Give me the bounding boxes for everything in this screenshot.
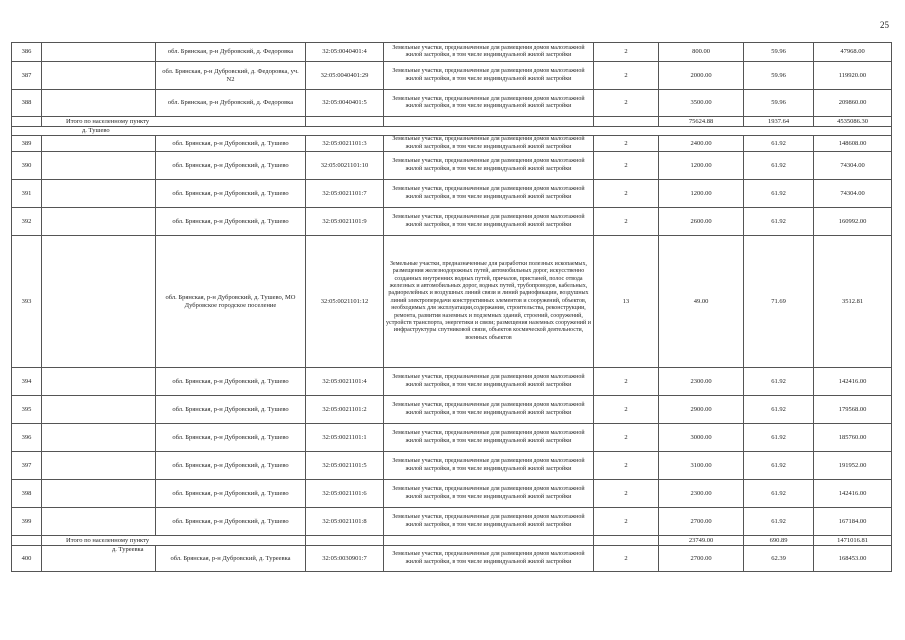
table-row	[12, 180, 892, 208]
cadastral-number-cell: 32:05:0021101:1	[306, 424, 384, 452]
row-number: 391	[12, 180, 42, 208]
land-use-cell: Земельные участки, предназначенные для разработки полезных ископаемых, размещения железнодорожных путей, автомобильных дорог, искусственно созданных внутренних водных путей, причалов, пристаней, полос отвода железных и автомобильных дорог, водных путей, трубопроводов, кабельных, радиорелейных и воздушных линий связи и линий радиофикации, воздушных линий электропередачи конструктивных элементов и сооружений, объектов, необходимых для эксплуатации,содержания, строительства, реконструкции, ремонта, развития наземных и подземных зданий, строений, сооружений, устройств транспорта, энергетики и связи; размещения наземных сооружений и инфраструктуры спутниковой связи, объектов космической деятельности, военных объектов	[384, 236, 594, 368]
subtotal-row	[12, 117, 892, 127]
cadastral-number-cell: 32:05:0040401:4	[306, 43, 384, 62]
cadastral-number-cell: 32:05:0021101:2	[306, 396, 384, 424]
area-cell: 800.00	[659, 43, 744, 62]
subtotal-empty	[594, 117, 659, 127]
table-row	[12, 152, 892, 180]
subtotal-empty	[384, 117, 594, 127]
address-cell: обл. Брянская, р-н Дубровский, д. Тушево	[156, 452, 306, 480]
subtotal-spacer	[12, 117, 42, 127]
area-cell: 2900.00	[659, 396, 744, 424]
subtotal-area: 23749.00	[659, 536, 744, 546]
rate-cell: 61.92	[744, 368, 814, 396]
area-cell: 2700.00	[659, 546, 744, 572]
locality-cell	[42, 480, 156, 508]
rate-cell: 61.92	[744, 152, 814, 180]
category-code-cell: 13	[594, 236, 659, 368]
cadastral-value-cell: 142416.00	[814, 480, 892, 508]
locality-cell	[42, 424, 156, 452]
page-number: 25	[880, 20, 889, 30]
rate-cell: 61.92	[744, 480, 814, 508]
table-row	[12, 368, 892, 396]
land-use-cell: Земельные участки, предназначенные для размещения домов малоэтажной жилой застройки, в том числе индивидуальной жилой застройки	[384, 208, 594, 236]
area-cell: 2000.00	[659, 62, 744, 90]
subtotal-empty	[306, 536, 384, 546]
area-cell: 2300.00	[659, 480, 744, 508]
area-cell: 1200.00	[659, 152, 744, 180]
subtotal-rate: 690.89	[744, 536, 814, 546]
category-code-cell: 2	[594, 136, 659, 152]
land-use-cell: Земельные участки, предназначенные для размещения домов малоэтажной жилой застройки, в том числе индивидуальной жилой застройки	[384, 180, 594, 208]
address-cell: обл. Брянская, р-н Дубровский, д. Тушево	[156, 480, 306, 508]
locality-cell	[42, 508, 156, 536]
cadastral-number-cell: 32:05:0021101:6	[306, 480, 384, 508]
cadastral-value-cell: 179568.00	[814, 396, 892, 424]
address-cell: обл. Брянская, р-н Дубровский, д. Тушево	[156, 508, 306, 536]
subtotal-value: 4535086.30	[814, 117, 892, 127]
cadastral-number-cell: 32:05:0040401:5	[306, 90, 384, 117]
locality-cell	[42, 152, 156, 180]
locality-cell	[42, 43, 156, 62]
cadastral-value-cell: 74304.00	[814, 152, 892, 180]
cadastral-value-cell: 74304.00	[814, 180, 892, 208]
table-row	[12, 90, 892, 117]
address-cell: обл. Брянская, р-н Дубровский, д. Тушево	[156, 152, 306, 180]
row-number: 393	[12, 236, 42, 368]
category-code-cell: 2	[594, 368, 659, 396]
area-cell: 49.00	[659, 236, 744, 368]
subtotal-area: 75624.88	[659, 117, 744, 127]
cadastral-value-cell: 160992.00	[814, 208, 892, 236]
table-row	[12, 136, 892, 152]
row-number: 388	[12, 90, 42, 117]
subtotal-label: Итого по населенному пункту	[42, 117, 306, 127]
locality-cell	[42, 62, 156, 90]
address-cell: обл. Брянская, р-н Дубровский, д. Тушево	[156, 424, 306, 452]
table-row	[12, 480, 892, 508]
address-cell: обл. Брянская, р-н Дубровский, д. Федоровка, уч. N2	[156, 62, 306, 90]
table-row	[12, 452, 892, 480]
land-use-cell: Земельные участки, предназначенные для размещения домов малоэтажной жилой застройки, в том числе индивидуальной жилой застройки	[384, 90, 594, 117]
table-row	[12, 236, 892, 368]
land-use-cell: Земельные участки, предназначенные для размещения домов малоэтажной жилой застройки, в том числе индивидуальной жилой застройки	[384, 43, 594, 62]
locality-header-row	[12, 127, 892, 136]
row-number: 387	[12, 62, 42, 90]
rate-cell: 59.96	[744, 62, 814, 90]
subtotal-empty	[306, 117, 384, 127]
category-code-cell: 2	[594, 508, 659, 536]
subtotal-empty	[594, 536, 659, 546]
cadastral-number-cell: 32:05:0021101:8	[306, 508, 384, 536]
address-cell: обл. Брянская, р-н Дубровский, д. Тушево	[156, 396, 306, 424]
area-cell: 3000.00	[659, 424, 744, 452]
cadastral-number-cell: 32:05:0021101:7	[306, 180, 384, 208]
cadastral-number-cell: 32:05:0021101:3	[306, 136, 384, 152]
area-cell: 3500.00	[659, 90, 744, 117]
locality-cell	[42, 396, 156, 424]
cadastral-number-cell: 32:05:0021101:9	[306, 208, 384, 236]
rate-cell: 62.39	[744, 546, 814, 572]
subtotal-label: Итого по населенному пункту	[42, 536, 306, 546]
row-number: 400	[12, 546, 42, 572]
table-row	[12, 62, 892, 90]
table-row	[12, 546, 892, 572]
category-code-cell: 2	[594, 152, 659, 180]
subtotal-spacer	[12, 536, 42, 546]
locality-label: д. Тушево	[12, 127, 892, 136]
rate-cell: 61.92	[744, 180, 814, 208]
row-number: 399	[12, 508, 42, 536]
cadastral-value-cell: 148608.00	[814, 136, 892, 152]
cadastral-value-cell: 3512.81	[814, 236, 892, 368]
area-cell: 3100.00	[659, 452, 744, 480]
rate-cell: 61.92	[744, 136, 814, 152]
address-cell: обл. Брянская, р-н Дубровский, д. Федоровка	[156, 90, 306, 117]
category-code-cell: 2	[594, 396, 659, 424]
area-cell: 2700.00	[659, 508, 744, 536]
address-cell: обл. Брянская, р-н Дубровский, д. Тушево	[156, 180, 306, 208]
cadastral-value-cell: 119920.00	[814, 62, 892, 90]
land-use-cell: Земельные участки, предназначенные для размещения домов малоэтажной жилой застройки, в том числе индивидуальной жилой застройки	[384, 452, 594, 480]
locality-cell: д. Туреевка	[42, 546, 156, 572]
locality-cell	[42, 208, 156, 236]
land-use-cell: Земельные участки, предназначенные для размещения домов малоэтажной жилой застройки, в том числе индивидуальной жилой застройки	[384, 480, 594, 508]
rate-cell: 61.92	[744, 508, 814, 536]
subtotal-row	[12, 536, 892, 546]
row-number: 395	[12, 396, 42, 424]
land-use-cell: Земельные участки, предназначенные для размещения домов малоэтажной жилой застройки, в том числе индивидуальной жилой застройки	[384, 508, 594, 536]
table-row	[12, 396, 892, 424]
area-cell: 2600.00	[659, 208, 744, 236]
cadastral-value-cell: 168453.00	[814, 546, 892, 572]
land-use-cell: Земельные участки, предназначенные для размещения домов малоэтажной жилой застройки, в том числе индивидуальной жилой застройки	[384, 136, 594, 152]
cadastral-value-cell: 191952.00	[814, 452, 892, 480]
category-code-cell: 2	[594, 43, 659, 62]
land-use-cell: Земельные участки, предназначенные для размещения домов малоэтажной жилой застройки, в том числе индивидуальной жилой застройки	[384, 62, 594, 90]
land-use-cell: Земельные участки, предназначенные для размещения домов малоэтажной жилой застройки, в том числе индивидуальной жилой застройки	[384, 152, 594, 180]
subtotal-value: 1471016.81	[814, 536, 892, 546]
row-number: 390	[12, 152, 42, 180]
locality-cell	[42, 136, 156, 152]
cadastral-value-cell: 142416.00	[814, 368, 892, 396]
category-code-cell: 2	[594, 546, 659, 572]
cadastral-number-cell: 32:05:0021101:12	[306, 236, 384, 368]
cadastral-value-cell: 47968.00	[814, 43, 892, 62]
land-use-cell: Земельные участки, предназначенные для размещения домов малоэтажной жилой застройки, в том числе индивидуальной жилой застройки	[384, 368, 594, 396]
locality-cell	[42, 368, 156, 396]
rate-cell: 61.92	[744, 424, 814, 452]
table-row	[12, 424, 892, 452]
rate-cell: 71.69	[744, 236, 814, 368]
locality-cell	[42, 236, 156, 368]
address-cell: обл. Брянская, р-н Дубровский, д. Тушево, МО Дубровское городское поселение	[156, 236, 306, 368]
cadastral-value-cell: 167184.00	[814, 508, 892, 536]
category-code-cell: 2	[594, 480, 659, 508]
land-use-cell: Земельные участки, предназначенные для размещения домов малоэтажной жилой застройки, в том числе индивидуальной жилой застройки	[384, 424, 594, 452]
rate-cell: 59.96	[744, 43, 814, 62]
category-code-cell: 2	[594, 90, 659, 117]
category-code-cell: 2	[594, 208, 659, 236]
category-code-cell: 2	[594, 452, 659, 480]
cadastral-number-cell: 32:05:0021101:10	[306, 152, 384, 180]
area-cell: 1200.00	[659, 180, 744, 208]
address-cell: обл. Брянская, р-н Дубровский, д. Тушево	[156, 136, 306, 152]
address-cell: обл. Брянская, р-н Дубровский, д. Тушево	[156, 208, 306, 236]
row-number: 394	[12, 368, 42, 396]
cadastral-number-cell: 32:05:0021101:5	[306, 452, 384, 480]
rate-cell: 61.92	[744, 452, 814, 480]
cadastral-number-cell: 32:05:0021101:4	[306, 368, 384, 396]
cadastral-value-table	[11, 42, 892, 572]
land-use-cell: Земельные участки, предназначенные для размещения домов малоэтажной жилой застройки, в том числе индивидуальной жилой застройки	[384, 546, 594, 572]
area-cell: 2300.00	[659, 368, 744, 396]
rate-cell: 61.92	[744, 208, 814, 236]
area-cell: 2400.00	[659, 136, 744, 152]
cadastral-value-cell: 185760.00	[814, 424, 892, 452]
table-row	[12, 208, 892, 236]
cadastral-number-cell: 32:05:0040401:29	[306, 62, 384, 90]
row-number: 389	[12, 136, 42, 152]
locality-cell	[42, 452, 156, 480]
locality-cell	[42, 90, 156, 117]
address-cell: обл. Брянская, р-н Дубровский, д. Туреевка	[156, 546, 306, 572]
category-code-cell: 2	[594, 180, 659, 208]
table-row	[12, 43, 892, 62]
row-number: 392	[12, 208, 42, 236]
category-code-cell: 2	[594, 424, 659, 452]
address-cell: обл. Брянская, р-н Дубровский, д. Тушево	[156, 368, 306, 396]
rate-cell: 59.96	[744, 90, 814, 117]
table-row	[12, 508, 892, 536]
locality-cell	[42, 180, 156, 208]
row-number: 396	[12, 424, 42, 452]
land-use-cell: Земельные участки, предназначенные для размещения домов малоэтажной жилой застройки, в том числе индивидуальной жилой застройки	[384, 396, 594, 424]
rate-cell: 61.92	[744, 396, 814, 424]
category-code-cell: 2	[594, 62, 659, 90]
subtotal-rate: 1937.64	[744, 117, 814, 127]
row-number: 397	[12, 452, 42, 480]
row-number: 398	[12, 480, 42, 508]
address-cell: обл. Брянская, р-н Дубровский, д. Федоровка	[156, 43, 306, 62]
row-number: 386	[12, 43, 42, 62]
subtotal-empty	[384, 536, 594, 546]
cadastral-value-cell: 209860.00	[814, 90, 892, 117]
cadastral-number-cell: 32:05:0030901:7	[306, 546, 384, 572]
